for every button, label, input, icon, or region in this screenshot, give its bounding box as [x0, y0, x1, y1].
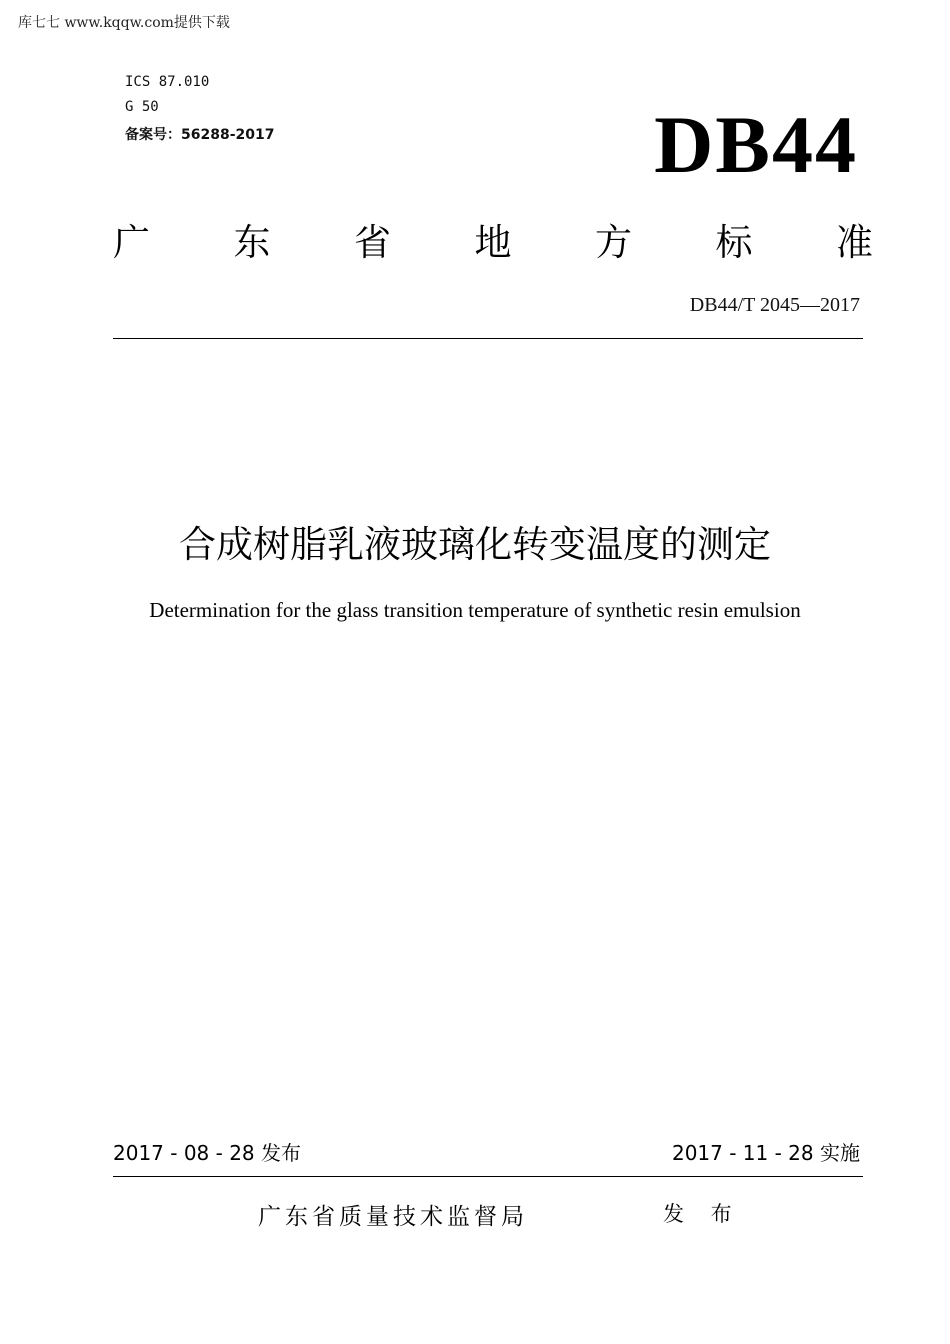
document-title-chinese: 合成树脂乳液玻璃化转变温度的测定: [179, 523, 771, 566]
record-number: 备案号：56288-2017: [125, 127, 275, 143]
category-char: 省: [354, 221, 391, 264]
issue-label: 发 布: [663, 1202, 742, 1226]
category-char: 地: [474, 221, 512, 264]
category-char: 方: [595, 221, 632, 264]
ccs-code: G 50: [125, 99, 159, 115]
implement-date: 2017 - 11 - 28 实施: [671, 1141, 860, 1165]
bottom-divider: [113, 1176, 863, 1177]
category-char: 广: [113, 221, 150, 264]
top-divider: [113, 338, 863, 339]
publish-date: 2017 - 08 - 28 发布: [113, 1141, 302, 1165]
ics-code: ICS 87.010: [125, 74, 210, 90]
document-title-english: Determination for the glass transition temperature of synthetic resin emulsion: [149, 598, 801, 622]
standard-category: [113, 212, 873, 266]
category-char: 准: [836, 221, 873, 264]
category-char: 标: [715, 221, 753, 264]
category-char: 东: [233, 221, 271, 264]
watermark-text: 库七七 www.kqqw.com提供下载: [18, 15, 230, 31]
standard-code: DB44/T 2045—2017: [689, 294, 860, 316]
standard-logo: DB44: [654, 99, 858, 190]
issuing-authority: 广东省质量技术监督局: [258, 1204, 528, 1230]
